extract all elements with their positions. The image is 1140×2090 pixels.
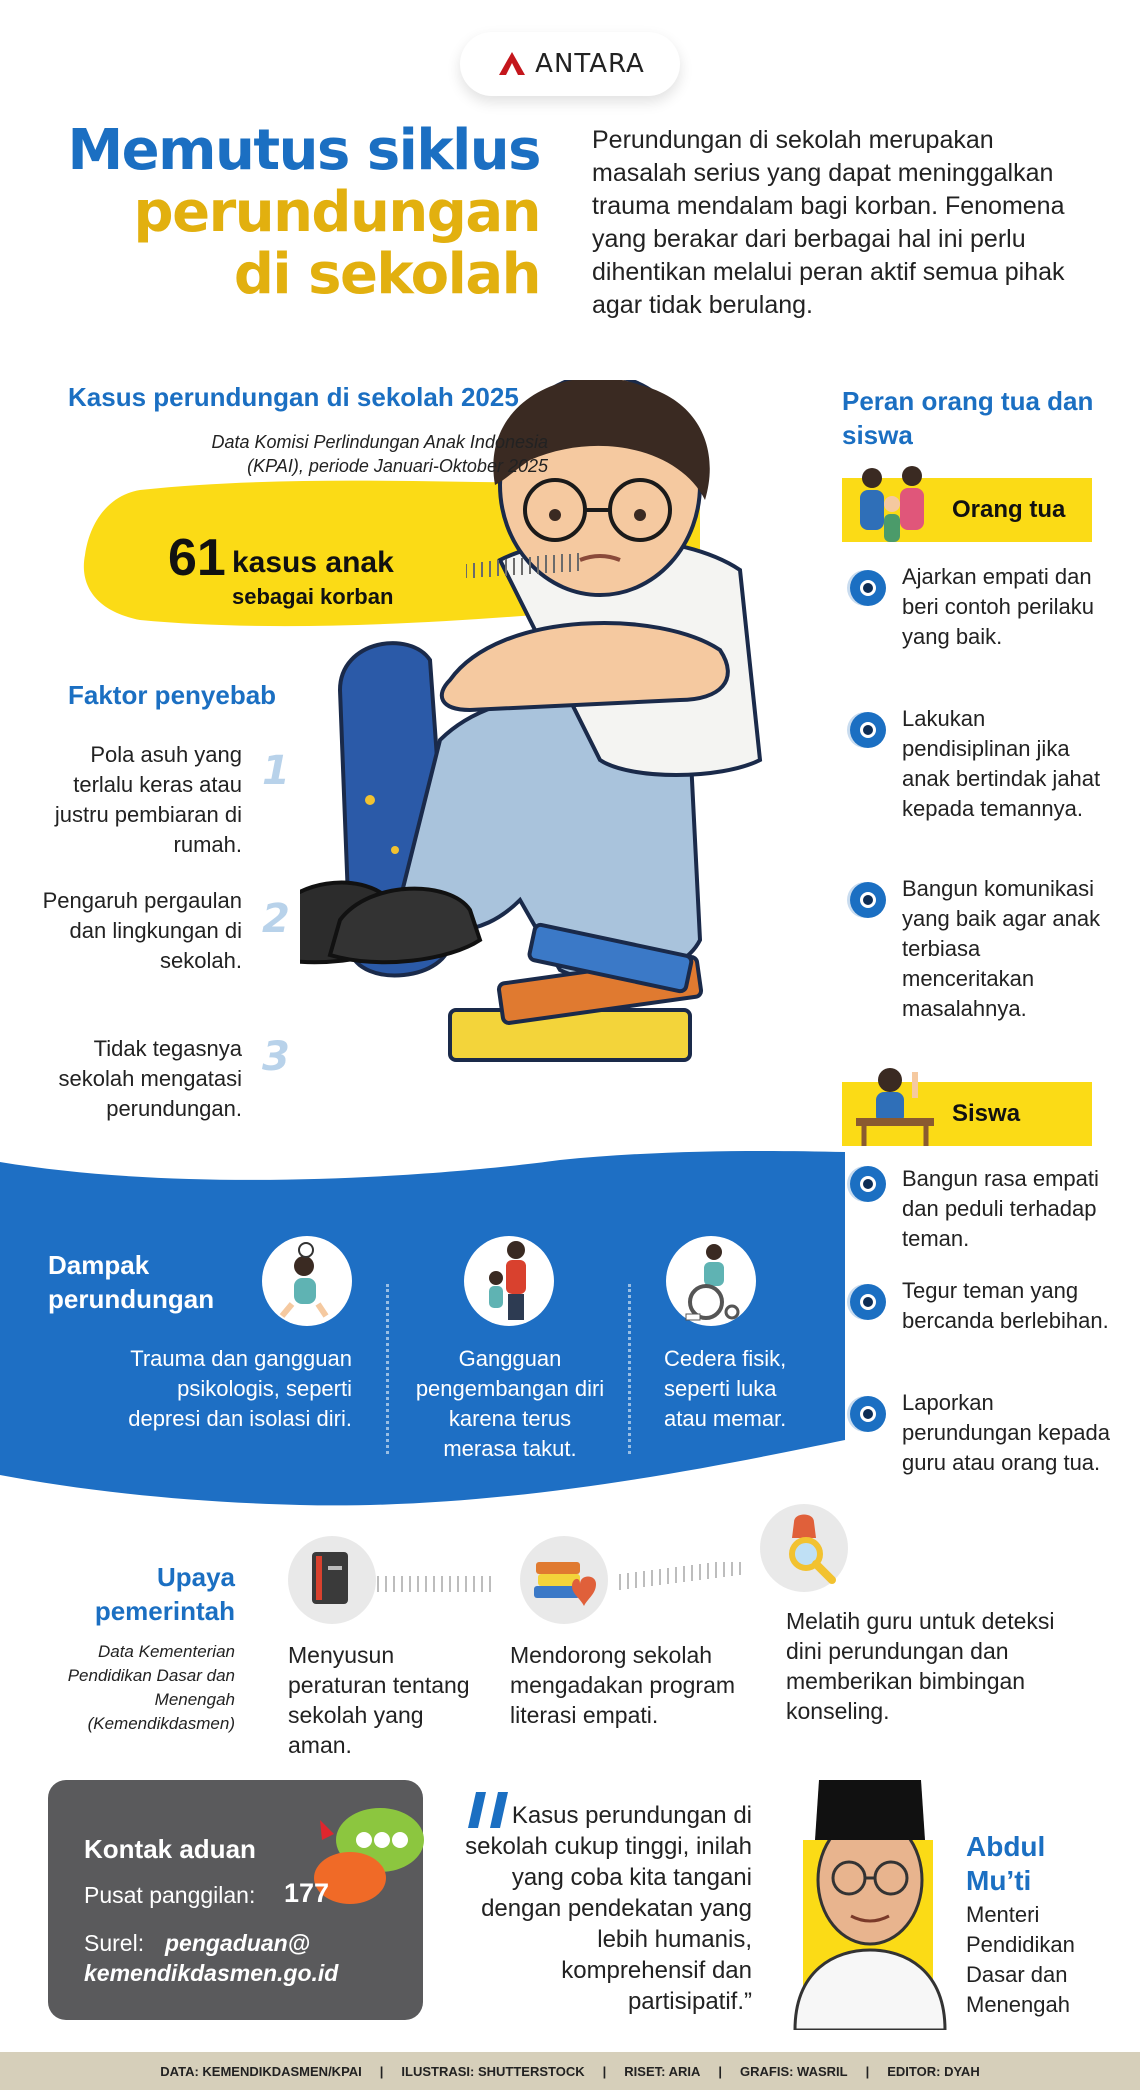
regulation-book-icon	[288, 1536, 376, 1624]
students-item-1: Bangun rasa empati dan peduli terhadap teman.	[902, 1166, 1099, 1251]
cases-source	[130, 430, 548, 478]
impact-item-3: Cedera fisik, seperti luka atau memar.	[664, 1346, 787, 1431]
contact-email-line-1: pengaduan@	[165, 1930, 311, 1956]
factor-number-1: 1	[262, 748, 290, 794]
bullet-icon	[850, 1284, 886, 1320]
minister-portrait	[775, 1760, 955, 2030]
contact-phone-number: 177	[284, 1878, 330, 1908]
cases-source-line-2: (KPAI), periode Januari-Oktober 2025	[247, 456, 548, 476]
title-line-3: di sekolah	[233, 242, 540, 307]
cases-number: 61	[168, 529, 226, 587]
cases-source-line-1: Data Komisi Perlindungan Anak Indonesia	[211, 432, 548, 452]
government-source: Data Kementerian Pendidikan Dasar dan Menengah (Kemendikdasmen)	[67, 1642, 235, 1733]
minister-quote: Kasus perundungan di sekolah cukup tinggi, inilah yang coba kita tangani dengan pendekatan yang lebih humanis, komprehensif dan partisipatif.”	[465, 1802, 752, 2015]
factor-number-3: 3	[262, 1034, 290, 1080]
cases-label-2: sebagai korban	[232, 584, 394, 609]
bullet-icon	[850, 882, 886, 918]
factor-item-1: Pola asuh yang terlalu keras atau justru pembiaran di rumah.	[54, 742, 242, 857]
frightened-child-icon	[464, 1236, 554, 1326]
distressed-person-icon	[262, 1236, 352, 1326]
bullet-icon	[850, 570, 886, 606]
credit-illustration: ILUSTRASI: SHUTTERSTOCK	[401, 2063, 585, 2079]
books-heart-icon	[520, 1536, 608, 1624]
credit-research: RISET: ARIA	[624, 2063, 701, 2079]
impact-item-1: Trauma dan gangguan psikologis, seperti depresi dan isolasi diri.	[128, 1346, 352, 1431]
minister-name: Abdul Mu’ti	[966, 1831, 1046, 1896]
factors-title: Faktor penyebab	[68, 680, 277, 710]
divider	[386, 1284, 389, 1454]
parents-item-3: Bangun komunikasi yang baik agar anak terbiasa menceritakan masalahnya.	[902, 876, 1101, 1021]
ticks-decoration	[466, 550, 636, 590]
wheelchair-icon	[666, 1236, 756, 1326]
credit-separator: |	[718, 2063, 722, 2079]
factor-item-2: Pengaruh pergaulan dan lingkungan di sekolah.	[42, 888, 242, 973]
title-line-1: Memutus siklus	[67, 118, 540, 183]
impact-title: Dampak perundungan	[48, 1250, 215, 1314]
logo-text: ANTARA	[535, 49, 645, 79]
parents-item-2: Lakukan pendisiplinan jika anak bertindak jahat kepada temannya.	[902, 706, 1101, 821]
impact-item-2: Gangguan pengembangan diri karena terus merasa takut.	[415, 1346, 605, 1461]
bullet-icon	[850, 712, 886, 748]
credit-separator: |	[379, 2063, 384, 2079]
credit-separator: |	[865, 2063, 870, 2079]
factor-item-3: Tidak tegasnya sekolah mengatasi perundungan.	[58, 1036, 242, 1121]
bullet-icon	[850, 1166, 886, 1202]
contact-phone-label: Pusat panggilan:	[84, 1882, 256, 1908]
government-item-3: Melatih guru untuk deteksi dini perundungan dan memberikan bimbingan konseling.	[786, 1608, 1055, 1724]
intro-paragraph: Perundungan di sekolah merupakan masalah serius yang dapat meninggalkan trauma mendalam bagi korban. Fenomena yang berakar dari berbagai hal ini perlu dihentikan melalui peran aktif semua pihak agar tidak berulang.	[592, 126, 1065, 319]
contact-title: Kontak aduan	[84, 1834, 256, 1864]
credit-graphics: GRAFIS: WASRIL	[740, 2063, 848, 2079]
students-item-2: Tegur teman yang bercanda berlebihan.	[902, 1278, 1109, 1333]
credit-data: DATA: KEMENDIKDASMEN/KPAI	[160, 2063, 362, 2079]
cases-title: Kasus perundungan di sekolah 2025	[68, 382, 519, 412]
bullet-icon	[850, 1396, 886, 1432]
credit-separator: |	[602, 2063, 607, 2079]
roles-title: Peran orang tua dan siswa	[842, 386, 1094, 450]
cases-label-1: kasus anak	[232, 546, 394, 579]
antara-mark-icon	[495, 49, 529, 79]
contact-email-label: Surel:	[84, 1930, 145, 1956]
credits-footer	[0, 2052, 1140, 2090]
student-desk-icon	[850, 1062, 940, 1148]
page-title	[60, 120, 540, 306]
government-item-1: Menyusun peraturan tentang sekolah yang aman.	[288, 1642, 470, 1758]
sad-student-illustration	[300, 380, 860, 1180]
alarm-magnifier-icon	[760, 1504, 848, 1592]
divider	[628, 1284, 631, 1454]
students-label: Siswa	[952, 1100, 1021, 1127]
contact-email-line-2: kemendikdasmen.go.id	[84, 1960, 339, 1986]
factor-number-2: 2	[262, 896, 290, 942]
minister-role: Menteri Pendidikan Dasar dan Menengah	[966, 1902, 1075, 2017]
government-item-2: Mendorong sekolah mengadakan program literasi empati.	[510, 1642, 736, 1728]
parents-item-1: Ajarkan empati dan beri contoh perilaku yang baik.	[902, 564, 1095, 649]
government-title: Upaya pemerintah	[94, 1562, 235, 1626]
title-line-2: perundungan	[133, 180, 540, 245]
students-item-3: Laporkan perundungan kepada guru atau orang tua.	[902, 1390, 1110, 1475]
family-icon	[850, 462, 940, 546]
antara-logo	[460, 32, 680, 96]
credit-editor: EDITOR: DYAH	[887, 2063, 980, 2079]
parents-label: Orang tua	[952, 496, 1066, 523]
